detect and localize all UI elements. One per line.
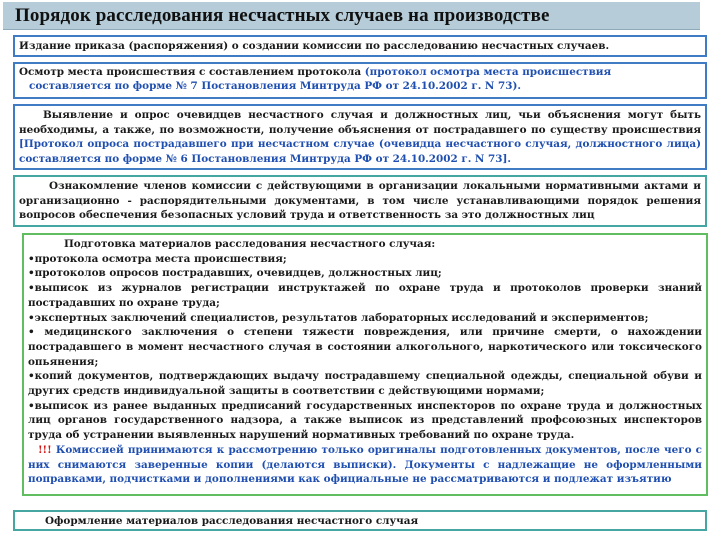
step-interview-blue: [Протокол опроса пострадавшего при несчастном случае (очевидца несчастного случая, должностного лица) составляется по форме № 6 Постановления Минтруда РФ от 24.10.2002 г. N 73]. bbox=[19, 138, 701, 165]
step-interview-text bbox=[19, 108, 701, 166]
step-inspection-text bbox=[19, 66, 701, 80]
title-bar bbox=[3, 2, 700, 30]
step-inspection-blue-2: составляется по форме № 7 Постановления Минтруда РФ от 24.10.2002 г. N 73). bbox=[29, 79, 522, 92]
step-inspection-box bbox=[13, 62, 707, 99]
bullet-journals: •выписок из журналов регистрации инструктажей по охране труда и протоколов проверки знаний пострадавших по охране труда; bbox=[28, 282, 702, 309]
step-documentation-box bbox=[13, 510, 707, 531]
step-order-box bbox=[13, 35, 707, 57]
warning-text: Комиссией принимаются к рассмотрению только оригиналы подготовленных документов, после чего с них снимаются заверенные копии (делаются выписки). Документы с надлежащие не оформленными поправками, подчистками и дополнениями как официальные не рассматриваются и подлежат изъятию bbox=[28, 443, 703, 486]
bullet-interviews: •протоколов опросов пострадавших, очевидцев, должностных лиц; bbox=[28, 267, 442, 280]
bullet-expert-conclusions: •экспертных заключений специалистов, результатов лабораторных исследований и экспериментов; bbox=[28, 311, 649, 324]
step-familiarization-text: Ознакомление членов комиссии с действующими в организации локальными нормативными актами и организационно - распорядительными документами, в том числе устанавливающими порядок решения вопросов обеспечения безопасных условий труда и ответственность за это должностных лиц bbox=[19, 180, 701, 222]
bullet-protocol: •протокола осмотра места происшествия; bbox=[28, 252, 287, 265]
bullet-medical-conclusion: • медицинского заключения о степени тяжести повреждения, или причине смерти, о нахождении пострадавшего в момент несчастного случая в состоянии алкогольного, наркотического или токсического опьянения; bbox=[28, 326, 702, 368]
step-order-text: Издание приказа (распоряжения) о создании комиссии по расследованию несчастных случаев. bbox=[19, 40, 610, 52]
page-title: Порядок расследования несчастных случаев на производстве bbox=[15, 5, 550, 26]
step-documentation-text: Оформление материалов расследования несчастного случая bbox=[45, 515, 419, 527]
warning-mark: !!! bbox=[38, 443, 52, 456]
step-materials-heading: Подготовка материалов расследования несчастного случая: bbox=[64, 238, 436, 250]
warning-note bbox=[28, 443, 702, 487]
step-interview-black: Выявление и опрос очевидцев несчастного случая и должностных лиц, чьи объяснения могут быть необходимы, а также, по возможности, получение объяснения от пострадавшего по существу происшествия bbox=[19, 109, 701, 136]
step-materials-box bbox=[22, 233, 708, 496]
step-interview-box bbox=[13, 104, 707, 170]
step-familiarization-box bbox=[13, 175, 707, 227]
bullet-ppe-documents: •копий документов, подтверждающих выдачу пострадавшему специальной одежды, специальной обуви и других средств индивидуальной защиты в соответствии с действующими нормами; bbox=[28, 370, 702, 398]
step-inspection-blue-1: (протокол осмотра места происшествия bbox=[364, 66, 612, 78]
step-inspection-black: Осмотр места происшествия с составлением протокола bbox=[19, 66, 362, 78]
bullet-inspector-orders: •выписок из ранее выданных предписаний государственных инспекторов по охране труда и должностных лиц органов государственного надзора, а также выписок из представлений профсоюзных инспекторов труда об устранении выявленных нарушений нормативных требований по охране труда. bbox=[28, 399, 702, 442]
